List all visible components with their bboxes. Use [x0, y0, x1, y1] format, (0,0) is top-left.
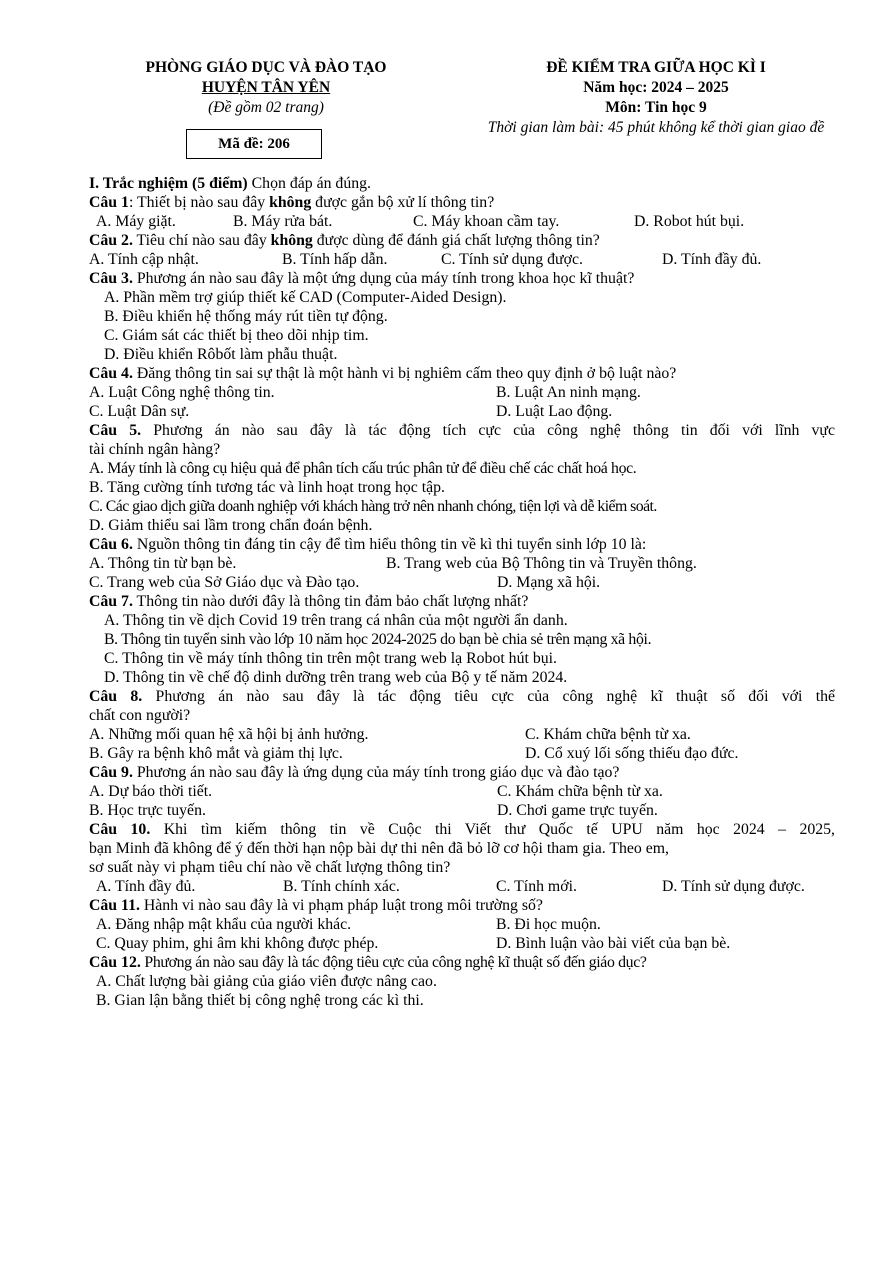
option-d: D. Robot hút bụi.	[634, 213, 745, 230]
question-12	[89, 953, 873, 972]
option-a: A. Thông tin từ bạn bè.	[89, 555, 237, 572]
question-text: Khi tìm kiếm thông tin về Cuộc thi Viết thư Quốc tế UPU năm học 2024 – 2025,	[150, 821, 836, 838]
option-a: A. Tính đầy đủ.	[96, 878, 196, 895]
option-c: C. Máy khoan cầm tay.	[413, 213, 560, 230]
option-a: A. Tính cập nhật.	[89, 251, 199, 268]
question-text: Phương án nào sau đây là tác động tiêu cực của công nghệ kĩ thuật số đối với thể	[142, 688, 836, 705]
option-b: B. Gian lận bằng thiết bị công nghệ trong các kì thi.	[96, 992, 424, 1009]
question-text: Nguồn thông tin đáng tin cậy để tìm hiểu thông tin về kì thi tuyển sinh lớp 10 là:	[132, 536, 647, 553]
option-c: C. Các giao dịch giữa doanh nghiệp với khách hàng trở nên nhanh chóng, tiện lợi và dễ kiểm soát.	[89, 498, 657, 515]
question-label: Câu 10.	[89, 821, 151, 838]
question-label: Câu 6.	[89, 536, 133, 553]
district-name: HUYỆN TÂN YÊN	[201, 79, 331, 96]
option-d: D. Tính đầy đủ.	[662, 251, 762, 268]
exam-duration: Thời gian làm bài: 45 phút không kể thời gian giao đề	[487, 119, 825, 136]
option-d: D. Bình luận vào bài viết của bạn bè.	[496, 935, 731, 952]
option-a: A. Chất lượng bài giảng của giáo viên được nâng cao.	[96, 973, 437, 990]
question-8-cont: chất con người?	[89, 707, 191, 724]
option-c: C. Tính sử dụng được.	[441, 251, 583, 268]
question-text: được dùng để đánh giá chất lượng thông tin?	[312, 232, 600, 249]
question-text: Tiêu chí nào sau đây	[132, 232, 271, 249]
question-text: Phương án nào sau đây là tác động tích cực của công nghệ thông tin đối với lĩnh vực	[141, 422, 836, 439]
question-8	[89, 687, 835, 706]
question-text: Hành vi nào sau đây là vi phạm pháp luật trong môi trường số?	[139, 897, 543, 914]
header-right	[436, 58, 876, 138]
question-10-cont: sơ suất này vi phạm tiêu chí nào về chất lượng thông tin?	[89, 859, 451, 876]
option-a: A. Đăng nhập mật khẩu của người khác.	[96, 916, 352, 933]
option-d: D. Luật Lao động.	[496, 403, 613, 420]
question-text: : Thiết bị nào sau đây	[128, 194, 270, 211]
option-d: D. Giảm thiểu sai lầm trong chẩn đoán bệnh.	[89, 517, 373, 534]
option-b: B. Học trực tuyến.	[89, 802, 206, 819]
option-c: C. Khám chữa bệnh từ xa.	[525, 726, 691, 743]
question-7	[89, 592, 873, 611]
question-5	[89, 421, 835, 440]
option-a: A. Thông tin về dịch Covid 19 trên trang cá nhân của một người ẩn danh.	[104, 612, 568, 629]
option-a: A. Luật Công nghệ thông tin.	[89, 384, 275, 401]
option-d: D. Mạng xã hội.	[497, 574, 601, 591]
option-c: C. Quay phim, ghi âm khi không được phép.	[96, 935, 379, 952]
section-title: I. Trắc nghiệm (5 điểm)	[89, 175, 248, 192]
question-label: Câu 9.	[89, 764, 133, 781]
page-count-note: (Đề gồm 02 trang)	[208, 99, 324, 116]
option-c: C. Tính mới.	[496, 878, 577, 895]
question-label: Câu 7.	[89, 593, 133, 610]
option-b: B. Trang web của Bộ Thông tin và Truyền thông.	[386, 555, 697, 572]
option-d: D. Thông tin về chế độ dinh dưỡng trên trang web của Bộ y tế năm 2024.	[104, 669, 568, 686]
question-2	[89, 231, 873, 250]
question-text: Thông tin nào dưới đây là thông tin đảm bảo chất lượng nhất?	[132, 593, 529, 610]
option-b: B. Tăng cường tính tương tác và linh hoạt trong học tập.	[89, 479, 445, 496]
question-6	[89, 535, 873, 554]
option-b: B. Gây ra bệnh khô mắt và giảm thị lực.	[89, 745, 343, 762]
option-b: B. Máy rửa bát.	[233, 213, 333, 230]
question-label: Câu 11.	[89, 897, 140, 914]
option-a: A. Phần mềm trợ giúp thiết kế CAD (Computer-Aided Design).	[104, 289, 507, 306]
option-b: B. Luật An ninh mạng.	[496, 384, 641, 401]
question-11	[89, 896, 873, 915]
question-3	[89, 269, 873, 288]
option-c: C. Trang web của Sở Giáo dục và Đào tạo.	[89, 574, 360, 591]
question-text: được gắn bộ xử lí thông tin?	[311, 194, 495, 211]
option-b: B. Tính hấp dẫn.	[282, 251, 388, 268]
option-a: A. Máy tính là công cụ hiệu quả để phân tích cấu trúc phân tử để điều chế các chất hoá học.	[89, 460, 637, 477]
option-a: A. Dự báo thời tiết.	[89, 783, 213, 800]
option-b: B. Điều khiển hệ thống máy rút tiền tự động.	[104, 308, 388, 325]
question-label: Câu 3.	[89, 270, 133, 287]
option-c: C. Thông tin về máy tính thông tin trên một trang web lạ Robot hút bụi.	[104, 650, 557, 667]
question-label: Câu 1	[89, 194, 129, 211]
option-c: C. Giám sát các thiết bị theo dõi nhịp tim.	[104, 327, 369, 344]
question-4	[89, 364, 873, 383]
question-5-cont: tài chính ngân hàng?	[89, 441, 221, 458]
option-a: A. Những mối quan hệ xã hội bị ảnh hưởng.	[89, 726, 369, 743]
question-label: Câu 5.	[89, 422, 142, 439]
option-d: D. Tính sử dụng được.	[662, 878, 805, 895]
question-1	[89, 193, 873, 212]
subject: Môn: Tin học 9	[605, 99, 707, 116]
option-b: B. Đi học muộn.	[496, 916, 601, 933]
option-b: B. Tính chính xác.	[283, 878, 400, 895]
question-label: Câu 8.	[89, 688, 143, 705]
option-d: D. Chơi game trực tuyến.	[497, 802, 658, 819]
option-c: C. Luật Dân sự.	[89, 403, 190, 420]
question-text: Đăng thông tin sai sự thật là một hành vi bị nghiêm cấm theo quy định ở bộ luật nào?	[132, 365, 677, 382]
question-9	[89, 763, 873, 782]
option-a: A. Máy giặt.	[96, 213, 176, 230]
question-emphasis: không	[269, 194, 312, 211]
section-instruction: Chọn đáp án đúng.	[247, 175, 371, 192]
question-10	[89, 820, 835, 839]
question-10-cont: bạn Minh đã không để ý đến thời hạn nộp bài dự thi nên đã bỏ lỡ cơ hội tham gia. Theo em,	[89, 840, 669, 857]
section-heading	[89, 174, 873, 193]
option-c: C. Khám chữa bệnh từ xa.	[497, 783, 663, 800]
option-d: D. Cổ xuý lối sống thiếu đạo đức.	[525, 745, 739, 762]
exam-code-box: Mã đề: 206	[186, 129, 322, 159]
question-text: Phương án nào sau đây là một ứng dụng của máy tính trong khoa học kĩ thuật?	[132, 270, 635, 287]
question-text: Phương án nào sau đây là tác động tiêu cực của công nghệ kĩ thuật số đến giáo dục?	[140, 954, 647, 971]
department-name: PHÒNG GIÁO DỤC VÀ ĐÀO TẠO	[145, 59, 387, 76]
option-b: B. Thông tin tuyển sinh vào lớp 10 năm học 2024-2025 do bạn bè chia sẻ trên mạng xã hội.	[104, 631, 652, 648]
option-d: D. Điều khiển Rôbốt làm phẫu thuật.	[104, 346, 338, 363]
question-label: Câu 12.	[89, 954, 141, 971]
question-text: Phương án nào sau đây là ứng dụng của máy tính trong giáo dục và đào tạo?	[132, 764, 620, 781]
exam-title: ĐỀ KIỂM TRA GIỮA HỌC KÌ I	[546, 59, 766, 76]
question-emphasis: không	[270, 232, 313, 249]
school-year: Năm học: 2024 – 2025	[583, 79, 729, 96]
question-label: Câu 4.	[89, 365, 133, 382]
header-left	[100, 58, 432, 118]
question-label: Câu 2.	[89, 232, 133, 249]
